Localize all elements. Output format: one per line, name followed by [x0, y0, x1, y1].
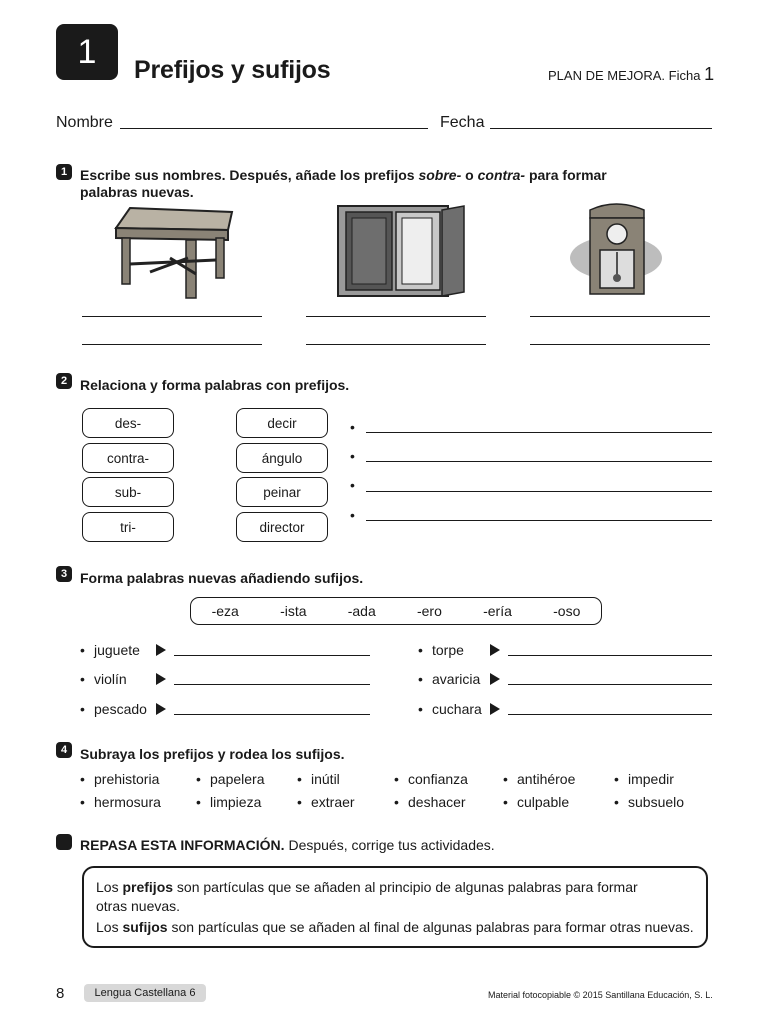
ex1-answer-line[interactable] — [530, 344, 710, 345]
info-text: Los — [96, 919, 123, 935]
base-word: juguete — [94, 642, 140, 658]
word[interactable]: subsuelo — [628, 794, 685, 810]
unit-number-badge — [56, 24, 118, 80]
arrow-icon — [490, 703, 500, 715]
bullet: • — [80, 771, 85, 787]
word[interactable]: limpieza — [210, 794, 262, 810]
ex1-text-a: Escribe sus nombres. Después, añade los prefijos — [80, 167, 419, 183]
suffix: -ista — [280, 603, 307, 619]
ex3-answer-line[interactable] — [508, 714, 712, 715]
plan-label — [548, 64, 714, 85]
suffix: -ería — [483, 603, 512, 619]
ex1-text-line2: palabras nuevas. — [80, 184, 194, 200]
ex1-answer-line[interactable] — [530, 316, 710, 317]
plan-text: PLAN DE MEJORA. Ficha — [548, 68, 701, 83]
bullet: • — [394, 771, 399, 787]
word[interactable]: extraer — [311, 794, 355, 810]
bullet: • — [614, 794, 619, 810]
ex1-text-b: o — [461, 167, 478, 183]
exercise-1-instruction — [80, 167, 607, 201]
ex2-answer-line[interactable] — [366, 520, 712, 521]
review-heading-bold: REPASA ESTA INFORMACIÓN. — [80, 837, 285, 853]
page-number: 8 — [56, 985, 65, 1002]
info-text: son partículas que se añaden al principio de algunas palabras para formar — [173, 879, 638, 895]
root-pill: ángulo — [236, 443, 328, 473]
arrow-icon — [490, 673, 500, 685]
ex2-answer-line[interactable] — [366, 432, 712, 433]
bullet: • — [503, 794, 508, 810]
arrow-icon — [490, 644, 500, 656]
ex1-answer-line[interactable] — [82, 316, 262, 317]
bullet: • — [297, 794, 302, 810]
date-field[interactable] — [490, 128, 712, 129]
review-heading-rest: Después, corrige tus actividades. — [284, 837, 495, 853]
ex3-answer-line[interactable] — [508, 684, 712, 685]
info-text: otras nuevas. — [96, 898, 181, 914]
unit-number: 1 — [77, 32, 97, 71]
exercise-1-number: 1 — [56, 164, 72, 180]
word[interactable]: impedir — [628, 771, 674, 787]
info-text: Los — [96, 879, 123, 895]
exercise-4-number: 4 — [56, 742, 72, 758]
ex1-text-c: para formar — [525, 167, 607, 183]
prefix-pill: sub- — [82, 477, 174, 507]
ex1-answer-line[interactable] — [306, 316, 486, 317]
clock-image — [568, 200, 678, 300]
base-word: cuchara — [432, 701, 482, 717]
word[interactable]: papelera — [210, 771, 265, 787]
prefix-pill: contra- — [82, 443, 174, 473]
info-text: son partículas que se añaden al final de algunas palabras para formar otras nuevas. — [167, 919, 694, 935]
exercise-2-number: 2 — [56, 373, 72, 389]
bullet: • — [350, 507, 355, 523]
ex2-answer-line[interactable] — [366, 491, 712, 492]
page-title: Prefijos y sufijos — [134, 56, 331, 84]
bullet: • — [503, 771, 508, 787]
word[interactable]: confianza — [408, 771, 468, 787]
bullet: • — [418, 701, 423, 717]
ex3-answer-line[interactable] — [508, 655, 712, 656]
ex1-prefix-contra: contra- — [477, 167, 526, 183]
base-word: violín — [94, 671, 127, 687]
bullet: • — [80, 671, 85, 687]
ex3-answer-line[interactable] — [174, 655, 370, 656]
bullet: • — [80, 701, 85, 717]
suffix: -ero — [416, 603, 442, 619]
ex1-answer-line[interactable] — [306, 344, 486, 345]
bullet: • — [80, 794, 85, 810]
arrow-icon — [156, 644, 166, 656]
ex1-prefix-sobre: sobre- — [418, 167, 462, 183]
info-term-prefijos: prefijos — [122, 879, 174, 895]
suffix: -eza — [211, 603, 239, 619]
exercise-3-instruction: Forma palabras nuevas añadiendo sufijos. — [80, 570, 364, 586]
table-image — [110, 202, 240, 302]
bullet: • — [350, 477, 355, 493]
exercise-3-number: 3 — [56, 566, 72, 582]
arrow-icon — [156, 703, 166, 715]
suffix: -oso — [553, 603, 581, 619]
name-field[interactable] — [120, 128, 428, 129]
ex2-answer-line[interactable] — [366, 461, 712, 462]
bullet: • — [614, 771, 619, 787]
copyright: Material fotocopiable © 2015 Santillana Educación, S. L. — [488, 990, 713, 1000]
word[interactable]: deshacer — [408, 794, 466, 810]
window-image — [336, 204, 468, 300]
word[interactable]: culpable — [517, 794, 570, 810]
review-badge — [56, 834, 72, 850]
prefix-pill: tri- — [82, 512, 174, 542]
info-term-sufijos: sufijos — [122, 919, 168, 935]
ex3-answer-line[interactable] — [174, 714, 370, 715]
bullet: • — [418, 642, 423, 658]
exercise-4-instruction: Subraya los prefijos y rodea los sufijos. — [80, 746, 345, 762]
suffix-box — [190, 597, 602, 625]
word[interactable]: prehistoria — [94, 771, 160, 787]
bullet: • — [297, 771, 302, 787]
exercise-2-instruction: Relaciona y forma palabras con prefijos. — [80, 377, 350, 393]
bullet: • — [394, 794, 399, 810]
base-word: torpe — [432, 642, 464, 658]
bullet: • — [196, 794, 201, 810]
date-label: Fecha — [440, 114, 485, 131]
base-word: pescado — [94, 701, 147, 717]
suffix: -ada — [347, 603, 376, 619]
arrow-icon — [156, 673, 166, 685]
bullet: • — [80, 642, 85, 658]
word[interactable]: hermosura — [94, 794, 161, 810]
word[interactable]: antihéroe — [517, 771, 576, 787]
root-pill: decir — [236, 408, 328, 438]
base-word: avaricia — [432, 671, 481, 687]
root-pill: peinar — [236, 477, 328, 507]
bullet: • — [196, 771, 201, 787]
name-label: Nombre — [56, 114, 113, 131]
ex3-answer-line[interactable] — [174, 684, 370, 685]
root-pill: director — [236, 512, 328, 542]
bullet: • — [350, 448, 355, 464]
bullet: • — [418, 671, 423, 687]
ex1-answer-line[interactable] — [82, 344, 262, 345]
prefix-pill: des- — [82, 408, 174, 438]
ficha-number: 1 — [704, 64, 715, 84]
word[interactable]: inútil — [311, 771, 340, 787]
review-heading — [80, 837, 495, 853]
book-label: Lengua Castellana 6 — [84, 984, 206, 1002]
bullet: • — [350, 419, 355, 435]
info-prefijos — [96, 878, 694, 916]
info-sufijos — [96, 918, 694, 937]
info-box — [82, 866, 708, 948]
